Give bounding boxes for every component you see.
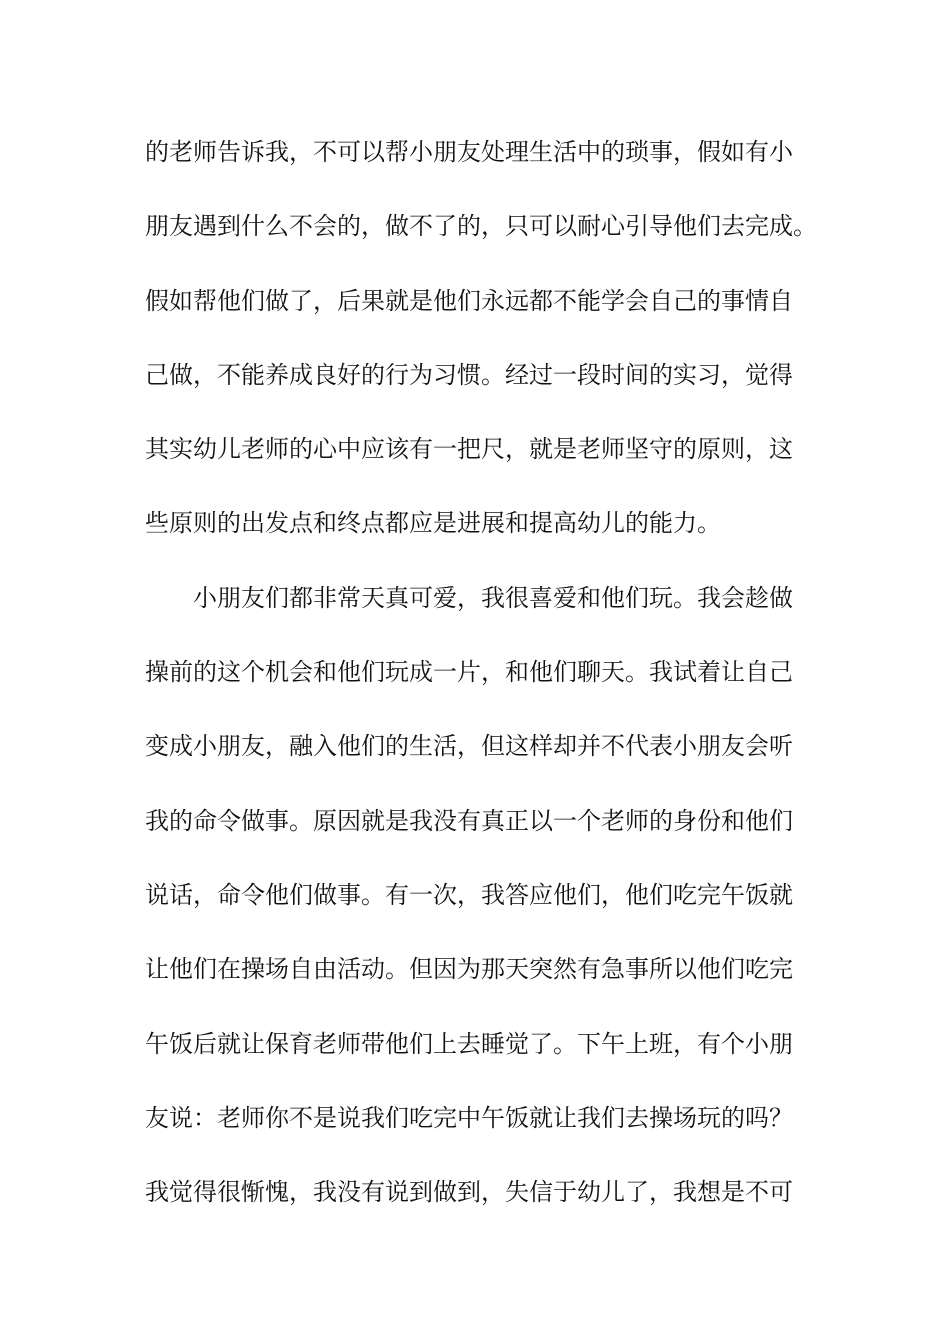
- text-line-7: 小朋友们都非常天真可爱，我很喜爱和他们玩。我会趁做: [193, 583, 793, 612]
- text-line-8: 操前的这个机会和他们玩成一片，和他们聊天。我试着让自己: [145, 658, 793, 687]
- text-line-10: 我的命令做事。原因就是我没有真正以一个老师的身份和他们: [145, 806, 793, 835]
- text-line-1: 的老师告诉我，不可以帮小朋友处理生活中的琐事，假如有小: [145, 138, 793, 166]
- text-line-2: 朋友遇到什么不会的，做不了的，只可以耐心引导他们去完成。: [145, 212, 817, 241]
- body-text: [145, 127, 825, 1241]
- text-line-4: 己做，不能养成良好的行为习惯。经过一段时间的实习，觉得: [145, 360, 793, 389]
- text-line-5: 其实幼儿老师的心中应该有一把尺，就是老师坚守的原则，这: [145, 435, 793, 464]
- text-line-3: 假如帮他们做了，后果就是他们永远都不能学会自己的事情自: [145, 286, 793, 315]
- text-line-13: 午饭后就让保育老师带他们上去睡觉了。下午上班，有个小朋: [145, 1029, 793, 1058]
- text-line-14: 友说：老师你不是说我们吃完中午饭就让我们去操场玩的吗？: [145, 1103, 793, 1132]
- text-line-12: 让他们在操场自由活动。但因为那天突然有急事所以他们吃完: [145, 955, 793, 984]
- text-line-6: 些原则的出发点和终点都应是进展和提高幼儿的能力。: [145, 509, 721, 538]
- text-line-9: 变成小朋友，融入他们的生活，但这样却并不代表小朋友会听: [145, 732, 793, 761]
- text-line-15: 我觉得很惭愧，我没有说到做到，失信于幼儿了，我想是不可: [145, 1178, 793, 1207]
- text-line-11: 说话，命令他们做事。有一次，我答应他们，他们吃完午饭就: [145, 880, 793, 909]
